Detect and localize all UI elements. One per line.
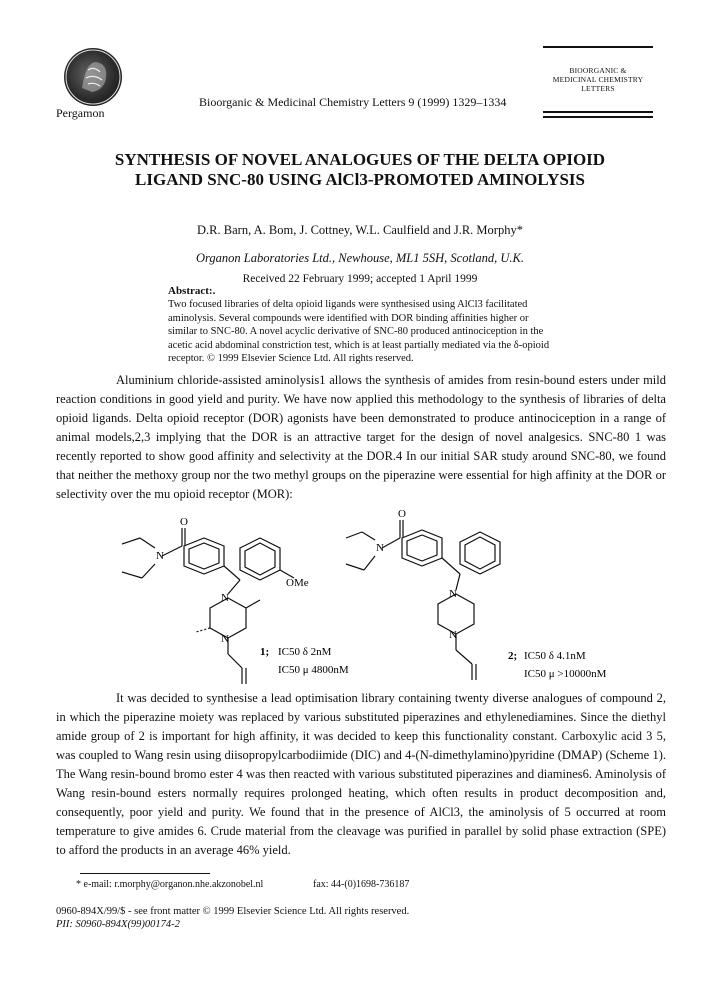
publisher-logo (64, 48, 122, 106)
compound2-piperazine-n-top: N (449, 588, 457, 600)
title-line-2: LIGAND SNC-80 USING AlCl3-PROMOTED AMINOLYSIS (135, 170, 585, 189)
journal-name-line: BIOORGANIC & (569, 66, 627, 75)
journal-name-line: LETTERS (581, 84, 615, 93)
chemical-structures-figure (100, 508, 660, 684)
abstract-text: Two focused libraries of delta opioid ligands were synthesised using AlCl3 facilitated aminolysis. Several compounds were identified with DOR binding affinities higher or similar to SNC-80. A novel acyclic derivative of SNC-80 produced antinociception in the acetic acid abdominal constriction test, which is at least partially mediated via the δ-opioid receptor. © 1999 Elsevier Science Ltd. All rights reserved. (168, 299, 550, 364)
corresponding-fax: fax: 44-(0)1698-736187 (313, 879, 410, 890)
compound2-number: 2; (508, 650, 518, 662)
compound1-carbonyl-o: O (180, 516, 188, 528)
journal-name-line: MEDICINAL CHEMISTRY (552, 75, 644, 84)
compound1-piperazine-n-top: N (221, 592, 229, 604)
structures-drawing (100, 508, 660, 684)
elsevier-tree-icon (64, 48, 122, 106)
compound2-piperazine-n-bottom: N (449, 629, 457, 641)
title-line-1: SYNTHESIS OF NOVEL ANALOGUES OF THE DELTA OPIOID (114, 150, 606, 169)
received-dates: Received 22 February 1999; accepted 1 April 1999 (242, 273, 478, 285)
compound1-amide-n: N (156, 550, 164, 562)
compound-1-structure (122, 528, 294, 684)
journal-rule-bottom (543, 111, 653, 121)
compound2-ic50-mu: IC50 μ >10000nM (524, 668, 607, 680)
compound1-ic50-delta: IC50 δ 2nM (278, 646, 332, 658)
compound1-methoxy-label: OMe (286, 577, 309, 589)
compound2-amide-n: N (376, 542, 384, 554)
footnote-rule (80, 873, 210, 874)
corresponding-email: * e-mail: r.morphy@organon.nhe.akzonobel.nl (76, 879, 264, 890)
journal-citation: Bioorganic & Medicinal Chemistry Letters 9 (1999) 1329–1334 (199, 95, 507, 109)
compound1-number: 1; (260, 646, 270, 658)
compound1-ic50-mu: IC50 μ 4800nM (278, 664, 349, 676)
compound-2-structure (346, 520, 500, 680)
compound2-carbonyl-o: O (398, 508, 406, 520)
publisher-name: Pergamon (56, 106, 105, 120)
abstract-heading: Abstract:. (168, 285, 216, 297)
journal-name (543, 66, 653, 93)
compound2-ic50-delta: IC50 δ 4.1nM (524, 650, 586, 662)
compound1-piperazine-n-bottom: N (221, 633, 229, 645)
body-paragraph-2: It was decided to synthesise a lead optimisation library containing twenty diverse analogues of compound 2, in which the piperazine moiety was replaced by various substituted piperazines and ethylenediamines. Since the diethyl amide group of 2 is important for high affinity, it was decided to keep this functionality constant. Carboxylic acid 3 5, was coupled to Wang resin using diisopropylcarbodiimide (DIC) and 4-(N-dimethylamino)pyridine (DMAP) (Scheme 1). The Wang resin-bound bromo ester 4 was then reacted with various substituted piperazines and diamines6. Aminolysis of Wang resin-bound esters normally requires prolonged heating, which often results in product decomposition and, consequently, poor yield and purity. We found that in the presence of AlCl3, the aminolysis of 5 occurred at room temperature to give amides 6. Crude material from the cleavage was purified in parallel by solid phase extraction (SPE) to afford the products in an average 46% yield. (56, 691, 666, 857)
pii-identifier: PII: S0960-894X(99)00174-2 (56, 919, 180, 930)
journal-rule-top (543, 46, 653, 51)
article-title (60, 150, 660, 190)
body-paragraph-1: Aluminium chloride-assisted aminolysis1 allows the synthesis of amides from resin-bound esters under mild reaction conditions in good yield and purity. We have now applied this methodology to the synthesis of libraries of delta opioid ligands. Delta opioid receptor (DOR) agonists have been demonstrated to produce antinociception in a range of animal models,2,3 implying that the DOR is an attractive target for the design of novel analgesics. SNC-80 1 was recently reported to show good affinity and selectivity at the DOR.4 In our initial SAR study around SNC-80, we found that neither the methoxy group nor the two methyl groups on the piperazine were essential for high affinity at the DOR or selectivity over the mu opioid receptor (MOR): (56, 373, 666, 501)
author-list: D.R. Barn, A. Bom, J. Cottney, W.L. Caulfield and J.R. Morphy* (197, 223, 523, 237)
affiliation: Organon Laboratories Ltd., Newhouse, ML1 5SH, Scotland, U.K. (195, 251, 525, 265)
issn-copyright: 0960-894X/99/$ - see front matter © 1999 Elsevier Science Ltd. All rights reserved. (56, 906, 410, 917)
